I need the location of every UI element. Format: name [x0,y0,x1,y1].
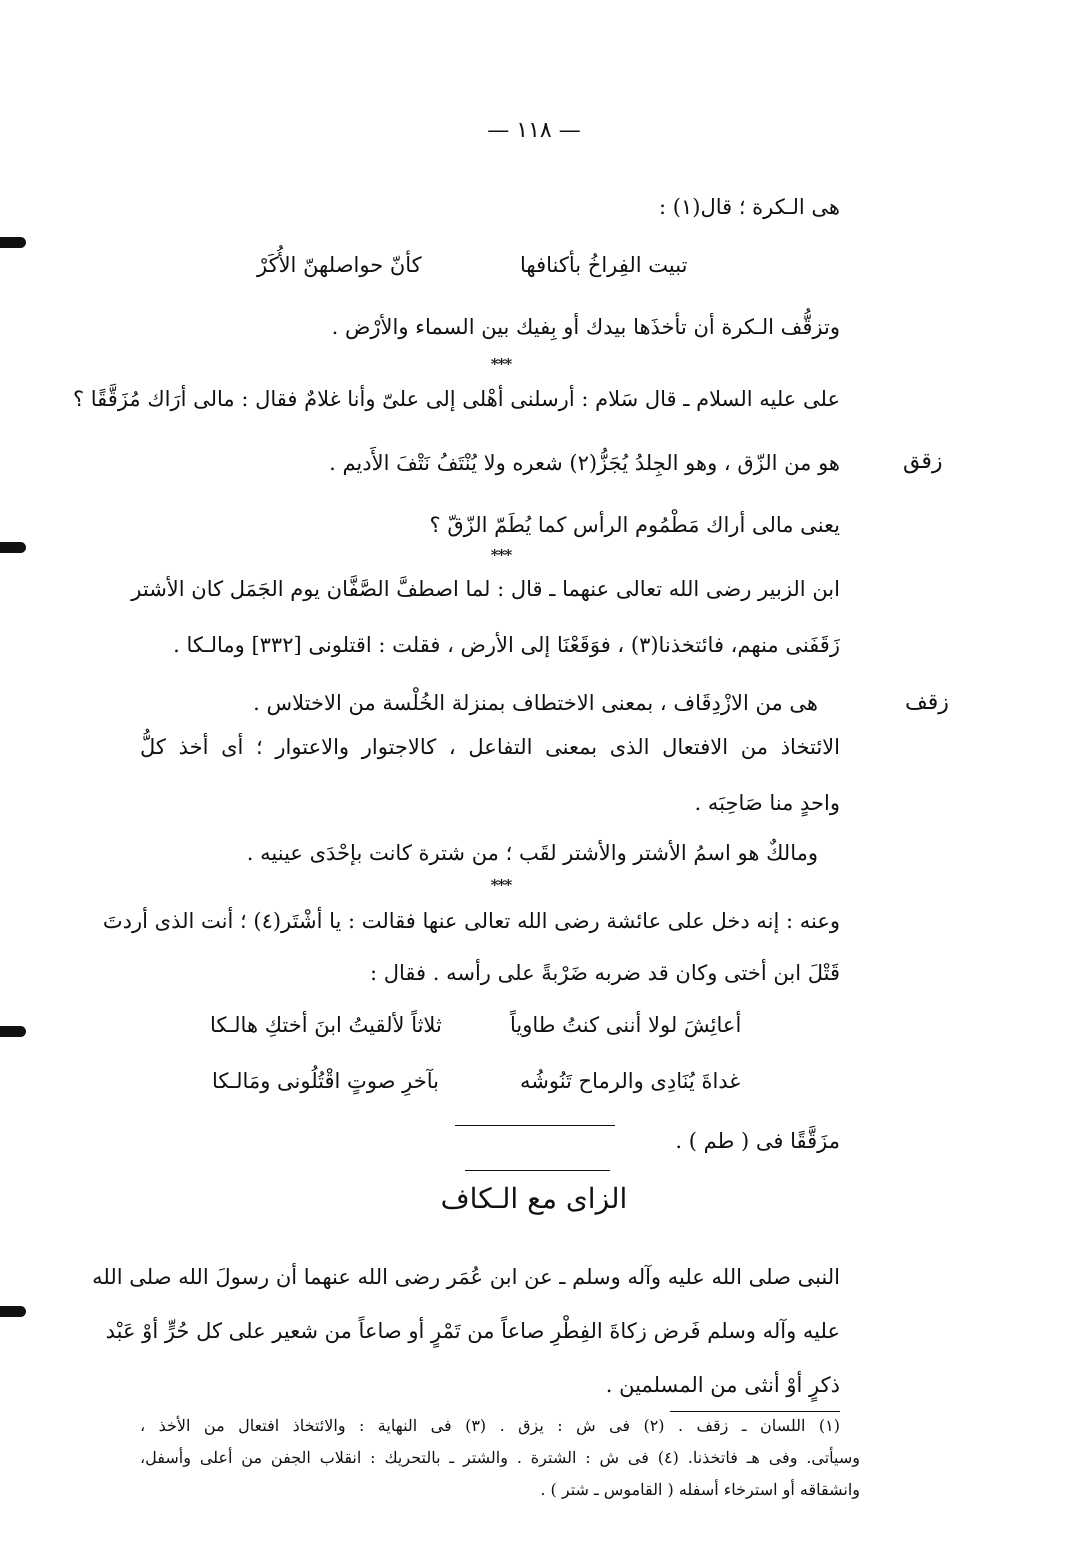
text-line: هى من الازْدِقَاف ، بمعنى الاختطاف بمنزلة الخُلْسة من الاختلاس . [253,691,818,715]
footnote-line: وانشقاقه أو استرخاء أسفله ( القاموس ـ شتر ) . [540,1480,860,1499]
text-line: زَقَفَنى منهم، فائتخذنا(٣) ، فوَقَعْنَا إلى الأرض ، فقلت : اقتلونى [٣٣٢] ومالـكا . [173,633,840,657]
text-line: ذكرٍ أوْ أنثى من المسلمين . [605,1373,840,1397]
verse-hemistich: تبيت الفِراخُ بأكنافها [520,253,688,277]
margin-entry-word: زقف [905,690,949,715]
text-line: هى الـكرة ؛ قال(١) : [659,195,840,219]
binding-mark [0,542,26,553]
text-line: عليه وآله وسلم فَرض زكاةَ الفِطْرِ صاعاً من تَمْرٍ أو صاعاً من شعير على كل حُرٍّ أوْ عَبْد [105,1319,840,1343]
verse-hemistich: أعائِشَ لولا أننى كنتُ طاوياً [510,1013,742,1037]
text-line: مزَقَّقًا فى ( طم ) . [675,1129,840,1153]
section-heading: الزاى مع الـكاف [440,1182,628,1215]
text-line: قَتْلَ ابن أختى وكان قد ضربه ضَرْبةً على رأسه . فقال : [370,961,840,985]
verse-hemistich: كأنّ حواصلهنّ الأُكَرْ [257,253,422,277]
text-line: هو من الزّق ، وهو الجِلدُ يُجَزُّ(٢) شعره ولا يُنْتَفُ نَتْفَ الأَديم . [329,451,840,475]
verse-hemistich: بآخرِ صوتٍ اقْتُلُونى ومَالـكا [212,1069,439,1093]
text-line: يعنى مالى أراك مَطْمُوم الرأس كما يُطَمّ الزّقّ ؟ [429,513,840,537]
verse-hemistich: غداةَ يُنَادِى والرماح تَنُوشُه [520,1069,741,1093]
verse-hemistich: ثلاثاً لألقيتُ ابنَ أختكِ هالـكا [210,1013,442,1037]
binding-mark [0,237,26,248]
text-line: وتزقُّف الـكرة أن تأخذَها بيدك أو بِفيك بين السماء والأرْض . [331,315,840,339]
text-line: على عليه السلام ـ قال سَلام : أرسلنى أهْلى إلى علىّ وأنا غلامٌ فقال : مالى أرَاك مُزَقَّقًا ؟ [72,387,840,411]
section-separator: *** [490,876,512,894]
text-line: النبى صلى الله عليه وآله وسلم ـ عن ابن عُمَر رضى الله عنهما أن رسولَ الله صلى الله [92,1265,840,1289]
section-separator: *** [490,355,512,373]
text-line: ومالكٌ هو اسمُ الأشتر والأشتر لقَب ؛ من شترة كانت بإحْدَى عينيه . [246,841,818,865]
footnote-rule [670,1411,840,1412]
margin-entry-word: زقق [903,449,943,474]
binding-mark [0,1026,26,1037]
text-line: الائتخاذ من الافتعال الذى بمعنى التفاعل ، كالاجتوار والاعتوار ؛ أى أخذ كلُّ [140,735,840,759]
text-line: ابن الزبير رضى الله تعالى عنهما ـ قال : لما اصطفَّ الصَّفَّان يوم الجَمَل كان الأشتر [131,577,840,601]
binding-mark [0,1306,26,1317]
text-line: واحدٍ منا صَاحِبَه . [694,791,840,815]
footnote-line: (١) اللسان ـ زقف . (٢) فى ش : يزق . (٣) فى النهاية : والائتخاذ افتعال من الأخذ ، [140,1416,840,1435]
section-separator: *** [490,546,512,564]
page-number: — ١١٨ — [487,118,581,143]
text-line: وعنه : إنه دخل على عائشة رضى الله تعالى عنها فقالت : يا أشْتَر(٤) ؛ أنت الذى أردتَ [102,909,840,933]
footnote-line: وسيأتى. وفى هـ فاتخذنا. (٤) فى ش : الشترة . والشتر ـ بالتحريك : انقلاب الجفن من أعلى وأسفل، [140,1448,860,1467]
divider [465,1170,610,1171]
